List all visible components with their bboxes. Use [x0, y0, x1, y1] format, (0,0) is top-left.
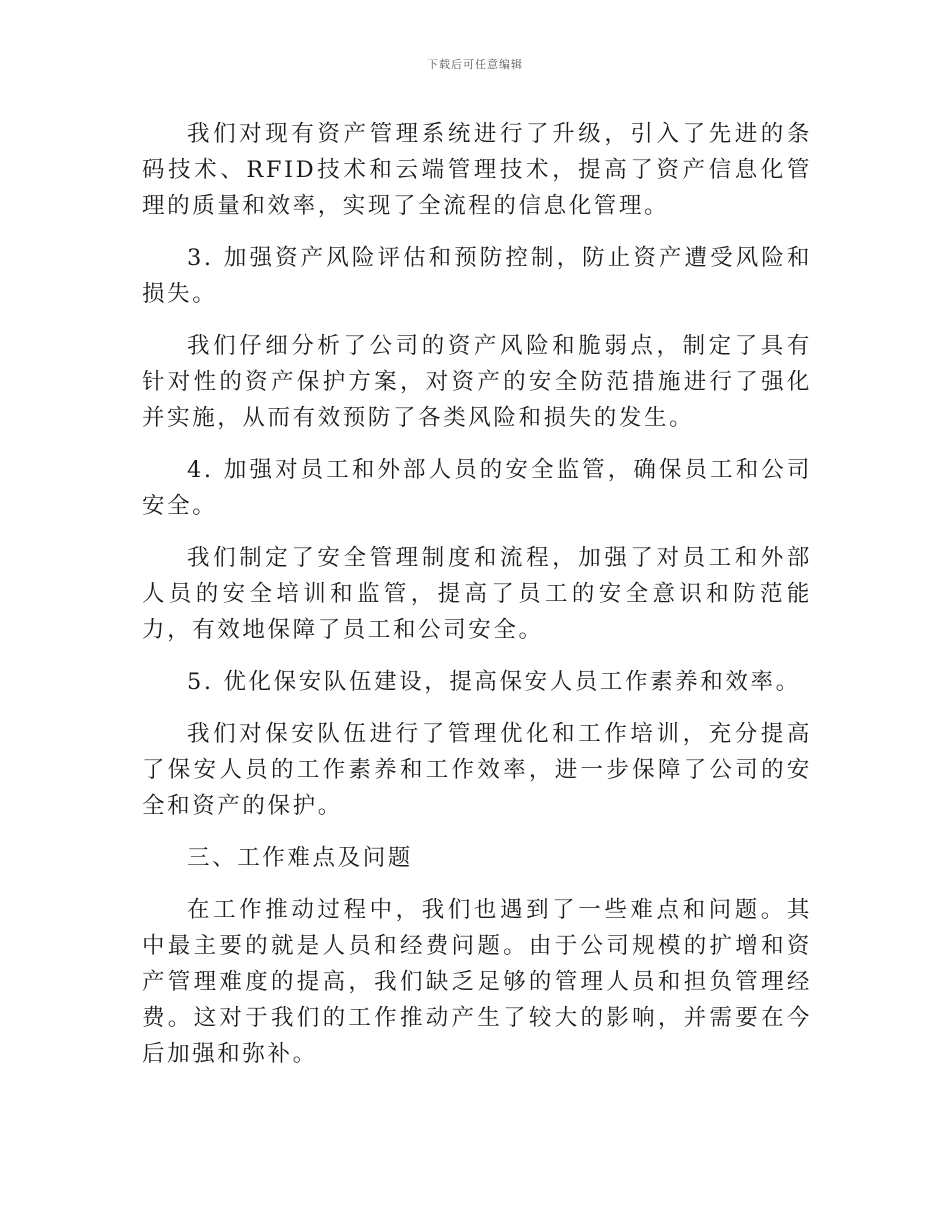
paragraph-system-upgrade: 我们对现有资产管理系统进行了升级，引入了先进的条码技术、RFID技术和云端管理技术，提高了资产信息化管理的质量和效率，实现了全流程的信息化管理。: [142, 121, 812, 219]
heading-item-4: 4. 加强对员工和外部人员的安全监管，确保员工和公司安全。: [142, 457, 812, 519]
paragraph-security-team: 我们对保安队伍进行了管理优化和工作培训，充分提高了保安人员的工作素养和工作效率，进一步保障了公司的安全和资产的保护。: [142, 721, 812, 819]
paragraph-risk-analysis: 我们仔细分析了公司的资产风险和脆弱点，制定了具有针对性的资产保护方案，对资产的安全防范措施进行了强化并实施，从而有效预防了各类风险和损失的发生。: [142, 333, 812, 431]
paragraph-safety-management: 我们制定了安全管理制度和流程，加强了对员工和外部人员的安全培训和监管，提高了员工的安全意识和防范能力，有效地保障了员工和公司安全。: [142, 545, 812, 643]
section-heading-difficulties: 三、工作难点及问题: [187, 845, 413, 871]
page-header: 下载后可任意编辑: [427, 58, 523, 71]
heading-item-5: 5. 优化保安队伍建设，提高保安人员工作素养和效率。: [187, 669, 801, 695]
heading-item-3: 3. 加强资产风险评估和预防控制，防止资产遭受风险和损失。: [142, 245, 812, 307]
paragraph-difficulties: 在工作推动过程中，我们也遇到了一些难点和问题。其中最主要的就是人员和经费问题。由于公司规模的扩增和资产管理难度的提高，我们缺乏足够的管理人员和担负管理经费。这对于我们的工作推动产生了较大的影响，并需要在今后加强和弥补。: [142, 897, 812, 1067]
document-body: [142, 116, 812, 1088]
